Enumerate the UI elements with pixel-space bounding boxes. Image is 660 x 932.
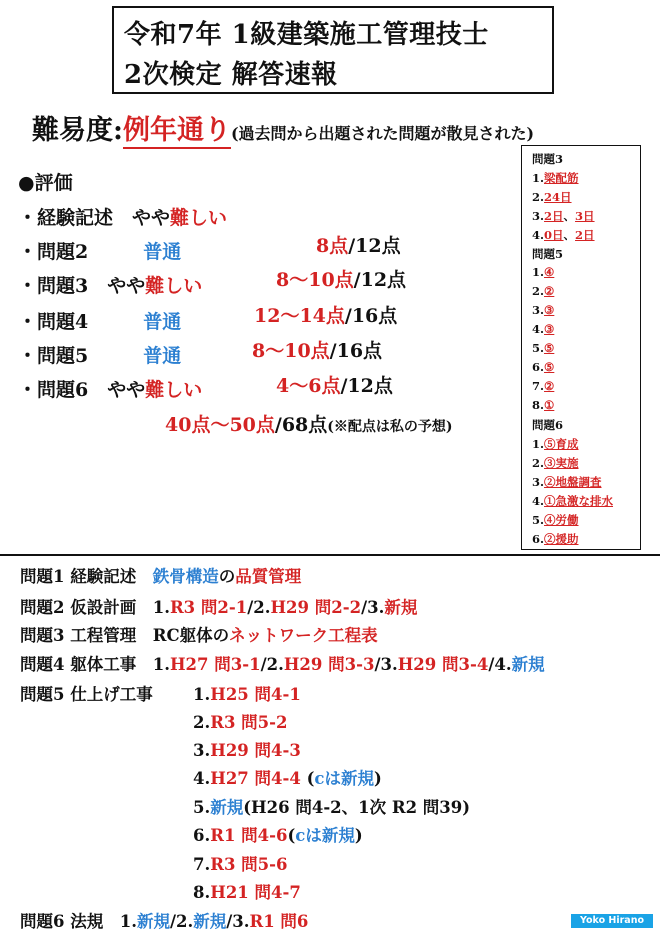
eval-item-q5: ・問題5 普通	[18, 345, 182, 367]
difficulty-value: 例年通り	[123, 115, 231, 149]
summary-q4: 問題4 躯体工事 1.H27 問3-1/2.H29 問3-3/3.H29 問3-4/4.新規	[20, 655, 545, 674]
answer-row: 5.⑤	[532, 341, 555, 355]
level-text: 難しい	[145, 379, 203, 401]
answer-row: 6.⑤	[532, 360, 555, 374]
summary-q6: 問題6 法規 1.新規/2.新規/3.R1 問6	[20, 912, 309, 931]
difficulty-line	[32, 108, 534, 147]
eval-item-q3: ・問題3 やや難しい	[18, 275, 203, 297]
eval-item-q6: ・問題6 やや難しい	[18, 379, 203, 401]
summary-q5-row: 6.R1 問4-6(cは新規)	[193, 826, 363, 845]
answer-row: 2.③実施	[532, 456, 579, 470]
eval-item-q2: ・問題2 普通	[18, 241, 182, 263]
title-line-2: 2次検定 解答速報	[124, 60, 338, 90]
author-credit: Yoko Hirano	[571, 914, 653, 928]
section-divider	[0, 554, 660, 556]
answer-row: 1.⑤育成	[532, 437, 579, 451]
answer-row: 2.②	[532, 284, 555, 298]
score-q3: 8〜10点/12点	[276, 269, 407, 291]
summary-q5-row: 2.R3 問5-2	[193, 713, 288, 732]
answer-row: 1.梁配筋	[532, 171, 579, 185]
level-text: 難しい	[170, 207, 228, 229]
evaluation-heading: ●評価	[18, 172, 73, 194]
answer-row: 3.③	[532, 303, 555, 317]
summary-q5-row: 1.H25 問4-1	[193, 685, 301, 704]
answer-section-title: 問題5	[532, 247, 564, 261]
summary-q5-label: 問題5 仕上げ工事	[20, 685, 153, 704]
answer-row: 2.24日	[532, 190, 572, 204]
summary-q5-row: 7.R3 問5-6	[193, 855, 288, 874]
score-q4: 12〜14点/16点	[254, 305, 398, 327]
summary-q2: 問題2 仮設計画 1.R3 問2-1/2.H29 問2-2/3.新規	[20, 598, 418, 617]
answer-row: 7.②	[532, 379, 555, 393]
title-line-1: 令和7年 1級建築施工管理技士	[124, 20, 489, 50]
summary-q5-row: 3.H29 問4-3	[193, 741, 301, 760]
title-box	[112, 6, 554, 94]
answer-box	[521, 145, 641, 550]
summary-q5-row: 4.H27 問4-4 (cは新規)	[193, 769, 382, 788]
level-text: 普通	[143, 311, 182, 333]
answer-row: 5.④労働	[532, 513, 579, 527]
answer-row: 8.①	[532, 398, 555, 412]
eval-item-experience: ・経験記述 やや難しい	[18, 207, 228, 229]
eval-item-q4: ・問題4 普通	[18, 311, 182, 333]
answer-row: 1.④	[532, 265, 555, 279]
difficulty-note: (過去問から出題された問題が散見された)	[230, 124, 535, 143]
answer-row: 6.②援助	[532, 532, 579, 546]
total-note: (※配点は私の予想)	[327, 419, 453, 435]
answer-row: 3.②地盤調査	[532, 475, 602, 489]
summary-q3: 問題3 工程管理 RC躯体のネットワーク工程表	[20, 626, 378, 645]
score-q6: 4〜6点/12点	[276, 375, 393, 397]
answer-row: 3.2日、3日	[532, 209, 595, 223]
answer-section-title: 問題3	[532, 152, 564, 166]
score-q2: 8点/12点	[316, 235, 401, 257]
answer-row: 4.③	[532, 322, 555, 336]
score-q5: 8〜10点/16点	[252, 340, 383, 362]
difficulty-label: 難易度:	[32, 115, 123, 146]
level-text: 普通	[143, 345, 182, 367]
level-text: 普通	[143, 241, 182, 263]
answer-section-title: 問題6	[532, 418, 564, 432]
summary-q1: 問題1 経験記述 鉄骨構造の品質管理	[20, 567, 302, 586]
summary-q5-row: 5.新規(H26 問4-2、1次 R2 問39)	[193, 798, 471, 817]
level-text: 難しい	[145, 275, 203, 297]
total-score: 40点〜50点/68点(※配点は私の予想)	[165, 414, 453, 436]
answer-row: 4.0日、2日	[532, 228, 595, 242]
summary-q5-row: 8.H21 問4-7	[193, 883, 301, 902]
answer-row: 4.①急激な排水	[532, 494, 614, 508]
